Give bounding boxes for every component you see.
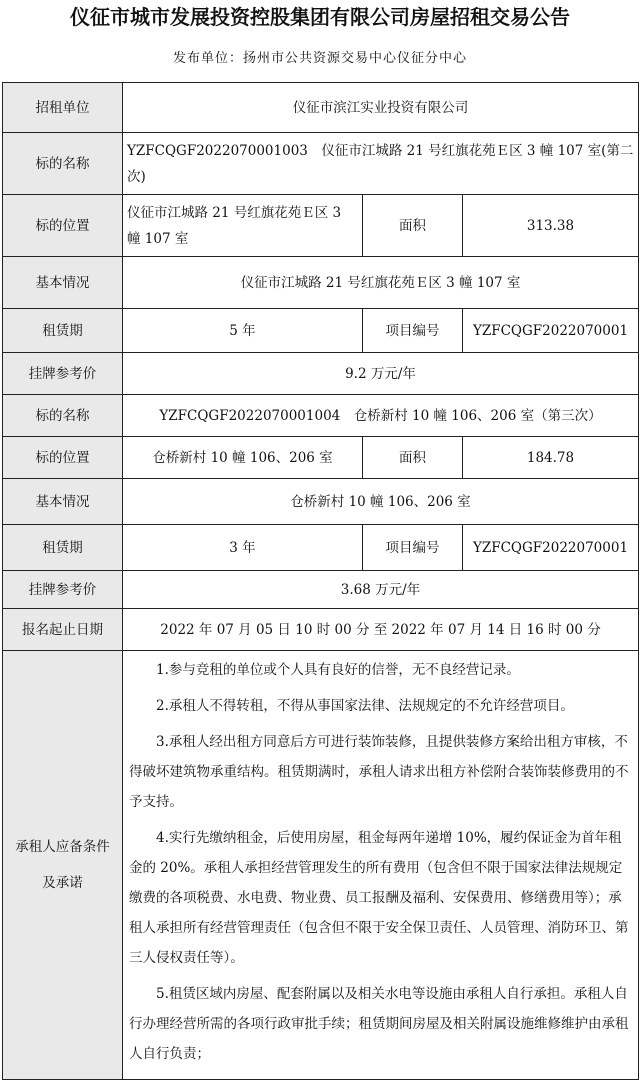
label-project-no-2: 项目编号	[363, 525, 463, 571]
label-listing-price-2: 挂牌参考价	[3, 571, 123, 609]
condition-item: 1.参与竞租的单位或个人具有良好的信誉，无不良经营记录。	[156, 662, 520, 678]
label-subject-location-1: 标的位置	[3, 195, 123, 257]
label-area-1: 面积	[363, 195, 463, 257]
row-signup-dates	[3, 609, 639, 651]
row-basic-info-1	[3, 257, 639, 309]
row-subject-location-2	[3, 437, 639, 479]
announcement-table	[2, 82, 639, 1080]
condition-item: 4.实行先缴纳租金，后使用房屋，租金每两年递增 10%，履约保证金为首年租金的 20%。承租人承担经营管理发生的所有费用（包含但不限于国家法律法规规定缴费的各项税费、水电费、物业费、员工报酬及福利、安保费用、修缮费用等）；承租人承担所有经营管理责任（包含但不限于安全保卫责任、人员管理、消防环卫、第三人侵权责任等）。	[129, 830, 629, 966]
conditions-list	[123, 651, 639, 1080]
value-area-2: 184.78	[463, 437, 639, 479]
row-subject-location-1	[3, 195, 639, 257]
value-basic-info-1: 仪征市江城路 21 号红旗花苑Ｅ区 3 幢 107 室	[123, 257, 639, 309]
row-tender-unit	[3, 83, 639, 133]
row-listing-price-2	[3, 571, 639, 609]
condition-item: 2.承租人不得转租，不得从事国家法律、法规规定的不允许经营项目。	[156, 698, 574, 714]
row-listing-price-1	[3, 353, 639, 395]
value-subject-name-2: YZFCQGF2022070001004 仓桥新村 10 幢 106、206 室（第三次）	[123, 395, 639, 437]
value-listing-price-2: 3.68 万元/年	[123, 571, 639, 609]
label-lease-term-1: 租赁期	[3, 309, 123, 353]
row-subject-name-2	[3, 395, 639, 437]
label-signup-dates: 报名起止日期	[3, 609, 123, 651]
label-project-no-1: 项目编号	[363, 309, 463, 353]
value-listing-price-1: 9.2 万元/年	[123, 353, 639, 395]
condition-item: 3.承租人经出租方同意后方可进行装饰装修，且提供装修方案给出租方审核，不得破坏建筑物承重结构。租赁期满时，承租人请求出租方补偿附合装饰装修费用的不予支持。	[129, 734, 629, 810]
page-title: 仪征市城市发展投资控股集团有限公司房屋招租交易公告	[70, 5, 570, 29]
label-conditions-line1: 承租人应备条件	[15, 839, 110, 855]
value-lease-term-2: 3 年	[123, 525, 363, 571]
value-subject-location-1: 仪征市江城路 21 号红旗花苑Ｅ区 3 幢 107 室	[123, 195, 363, 257]
row-lease-term-1	[3, 309, 639, 353]
value-subject-location-2: 仓桥新村 10 幢 106、206 室	[123, 437, 363, 479]
label-conditions-line2: 及承诺	[42, 875, 83, 891]
label-area-2: 面积	[363, 437, 463, 479]
value-tender-unit: 仪征市滨江实业投资有限公司	[123, 83, 639, 133]
label-subject-location-2: 标的位置	[3, 437, 123, 479]
label-basic-info-2: 基本情况	[3, 479, 123, 525]
value-project-no-2: YZFCQGF2022070001	[463, 525, 639, 571]
label-listing-price-1: 挂牌参考价	[3, 353, 123, 395]
value-area-1: 313.38	[463, 195, 639, 257]
row-lease-term-2	[3, 525, 639, 571]
value-project-no-1: YZFCQGF2022070001	[463, 309, 639, 353]
row-conditions	[3, 651, 639, 1080]
label-basic-info-1: 基本情况	[3, 257, 123, 309]
row-basic-info-2	[3, 479, 639, 525]
label-subject-name-2: 标的名称	[3, 395, 123, 437]
condition-item: 5.租赁区域内房屋、配套附属以及相关水电等设施由承租人自行承担。承租人自行办理经营所需的各项行政审批手续；租赁期间房屋及相关附属设施维修维护由承租人自行负责；	[129, 986, 629, 1062]
value-lease-term-1: 5 年	[123, 309, 363, 353]
label-subject-name-1: 标的名称	[3, 133, 123, 195]
value-signup-dates: 2022 年 07 月 05 日 10 时 00 分 至 2022 年 07 月 14 日 16 时 00 分	[123, 609, 639, 651]
value-basic-info-2: 仓桥新村 10 幢 106、206 室	[123, 479, 639, 525]
label-conditions	[3, 651, 123, 1080]
label-lease-term-2: 租赁期	[3, 525, 123, 571]
value-subject-name-1: YZFCQGF2022070001003 仪征市江城路 21 号红旗花苑Ｅ区 3 幢 107 室(第二次)	[123, 133, 639, 195]
row-subject-name-1	[3, 133, 639, 195]
label-tender-unit: 招租单位	[3, 83, 123, 133]
publisher-line: 发布单位：扬州市公共资源交易中心仪征分中心	[172, 51, 467, 66]
